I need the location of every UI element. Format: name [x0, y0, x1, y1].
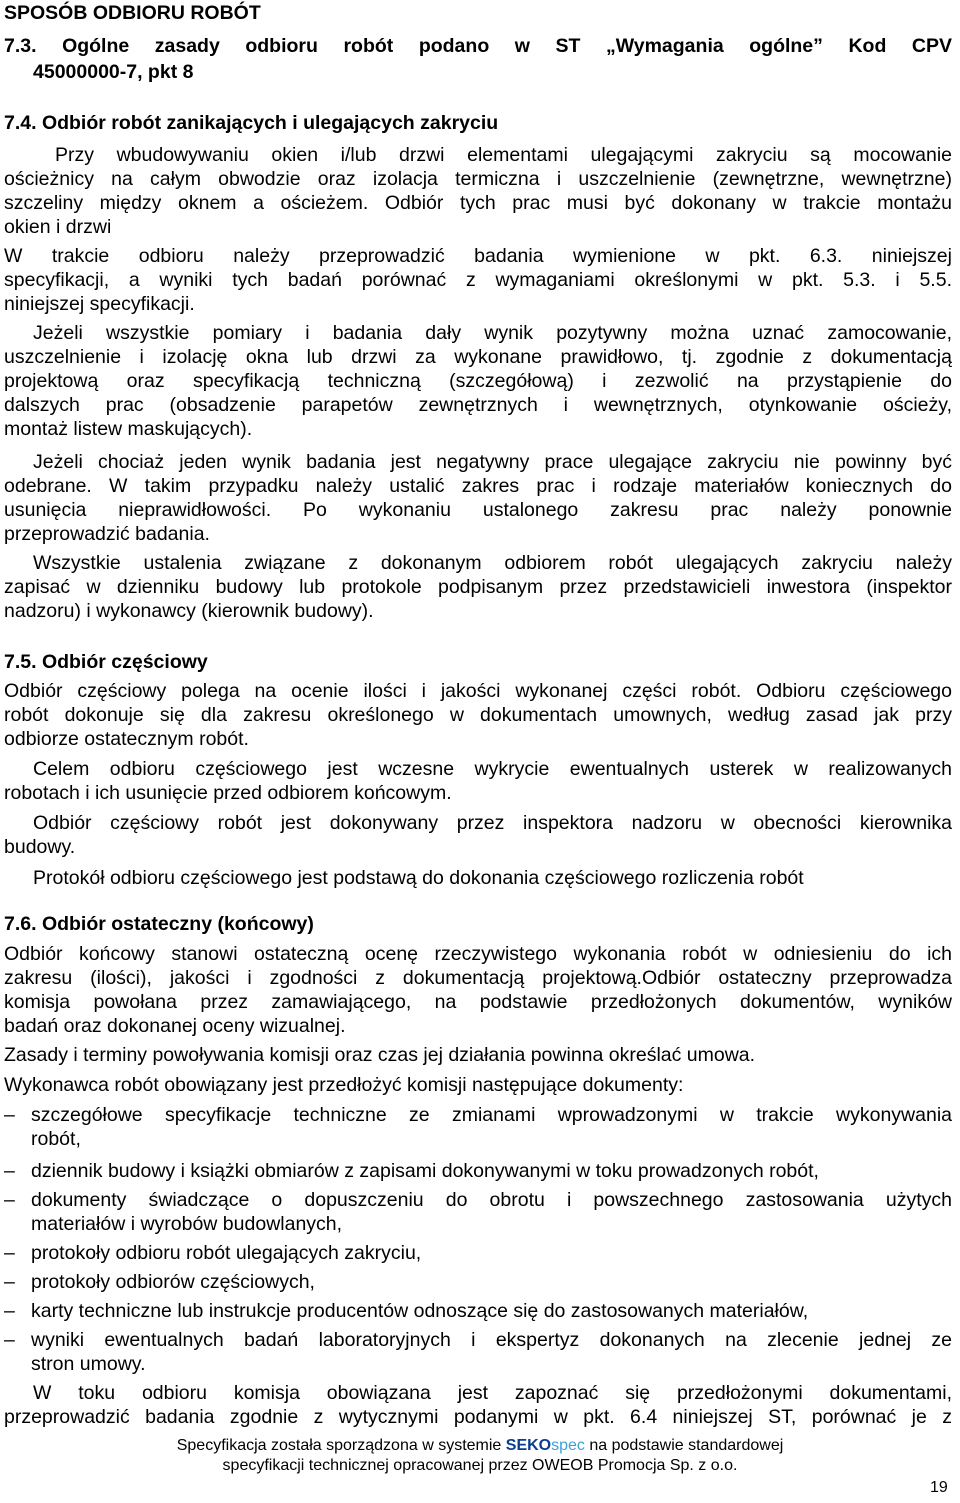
paragraph-line: zakresu (ilości), jakości i zgodności z dokumentacją projektową.Odbiór ostateczny przeprowadza — [4, 967, 952, 989]
section-7-3-line2: 45000000-7, pkt 8 — [33, 61, 194, 83]
paragraph-line: usunięcia nieprawidłowości. Po wykonaniu ustalonego zakresu prac należy ponownie — [4, 499, 952, 521]
list-item: szczegółowe specyfikacje techniczne ze zmianami wprowadzonymi w trakcie wykonywania — [31, 1104, 952, 1126]
list-item: dokumenty świadczące o dopuszczeniu do obrotu i powszechnego zastosowania użytych — [31, 1189, 952, 1211]
section-7-6-title: 7.6. Odbiór ostateczny (końcowy) — [4, 913, 314, 935]
footer-line1 — [0, 1436, 960, 1456]
list-dash: – — [4, 1329, 15, 1351]
paragraph-line: odebrane. W takim przypadku należy ustalić zakres prac i rodzaje materiałów koniecznych do — [4, 475, 952, 497]
paragraph-line: Jeżeli wszystkie pomiary i badania dały wynik pozytywny można uznać zamocowanie, — [33, 322, 952, 344]
list-item-cont: robót, — [31, 1128, 81, 1150]
paragraph-line: uszczelnienie i izolację okna lub drzwi za wykonane prawidłowo, tj. zgodnie z dokumentacją — [4, 346, 952, 368]
list-item-cont: stron umowy. — [31, 1353, 146, 1375]
paragraph-line: specyfikacji, a wyniki tych badań porównać z wymaganiami określonymi w pkt. 5.3. i 5.5. — [4, 269, 952, 291]
paragraph-line: Protokół odbioru częściowego jest podstawą do dokonania częściowego rozliczenia robót — [33, 867, 804, 889]
paragraph-line: przeprowadzić badania. — [4, 523, 210, 545]
paragraph-line: Odbiór końcowy stanowi ostateczną ocenę rzeczywistego wykonania robót w odniesieniu do ich — [4, 943, 952, 965]
list-item: protokoły odbioru robót ulegających zakryciu, — [31, 1242, 422, 1264]
sekospec-logo: SEKOspec — [505, 1437, 585, 1454]
paragraph-line: szczeliny między oknem a ościeżem. Odbiór tych prac musi być dokonany w trakcie montażu — [4, 192, 952, 214]
paragraph-line: dalszych prac (obsadzenie parapetów zewnętrznych i wewnętrznych, otynkowanie ościeży, — [4, 394, 952, 416]
paragraph-line: Zasady i terminy powoływania komisji oraz czas jej działania powinna określać umowa. — [4, 1044, 756, 1066]
paragraph-line: ościeżnicy na całym obwodzie oraz izolacja termiczna i uszczelnienie (zewnętrzne, wewnętrzne) — [4, 168, 952, 190]
paragraph-line: okien i drzwi — [4, 216, 112, 238]
paragraph-line: Jeżeli chociaż jeden wynik badania jest negatywny prace ulegające zakryciu nie powinny być — [33, 451, 952, 473]
list-item-cont: materiałów i wyrobów budowlanych, — [31, 1213, 343, 1235]
paragraph-line: budowy. — [4, 836, 76, 858]
list-dash: – — [4, 1189, 15, 1211]
paragraph-line: nadzoru) i wykonawcy (kierownik budowy). — [4, 600, 374, 622]
list-item: karty techniczne lub instrukcje producentów odnoszące się do zastosowanych materiałów, — [31, 1300, 809, 1322]
paragraph-line: robót dokonuje się dla zakresu określonego w dokumentach umownych, według zasad jak przy — [4, 704, 952, 726]
paragraph-line: odbiorze ostatecznym robót. — [4, 728, 249, 750]
section-7-3-line1: 7.3. Ogólne zasady odbioru robót podano w ST „Wymagania ogólne” Kod CPV — [4, 35, 952, 57]
list-dash: – — [4, 1104, 15, 1126]
paragraph-line: W trakcie odbioru należy przeprowadzić badania wymienione w pkt. 6.3. niniejszej — [4, 245, 952, 267]
paragraph-line: komisja powołana przez zamawiającego, na podstawie przedłożonych dokumentów, wyników — [4, 991, 952, 1013]
paragraph-line: badań oraz dokonanej oceny wizualnej. — [4, 1015, 346, 1037]
paragraph-line: niniejszej specyfikacji. — [4, 293, 195, 315]
paragraph-line: W toku odbioru komisja obowiązana jest zapoznać się przedłożonymi dokumentami, — [33, 1382, 952, 1404]
paragraph-line: projektową oraz specyfikacją techniczną (szczegółową) i zezwolić na przystąpienie do — [4, 370, 952, 392]
footer-text: na podstawie standardowej — [589, 1437, 784, 1454]
paragraph-line: montaż listew maskujących). — [4, 418, 253, 440]
paragraph-line: Odbiór częściowy polega na ocenie ilości i jakości wykonanej części robót. Odbioru częściowego — [4, 680, 952, 702]
paragraph-line: przeprowadzić badania zgodnie z wytycznymi podanymi w pkt. 6.4 niniejszej ST, porównać je z — [4, 1406, 952, 1428]
footer-text: Specyfikacja została sporządzona w systemie — [176, 1437, 502, 1454]
paragraph-line: robotach i ich usunięcie przed odbiorem końcowym. — [4, 782, 452, 804]
chapter-heading: SPOSÓB ODBIORU ROBÓT — [4, 2, 261, 24]
paragraph-line: Wykonawca robót obowiązany jest przedłożyć komisji następujące dokumenty: — [4, 1074, 684, 1096]
paragraph-line: zapisać w dzienniku budowy lub protokole podpisanym przez przedstawicieli inwestora (inspektor — [4, 576, 952, 598]
list-item: wyniki ewentualnych badań laboratoryjnych i ekspertyz dokonanych na zlecenie jednej ze — [31, 1329, 952, 1351]
section-7-5-title: 7.5. Odbiór częściowy — [4, 651, 208, 673]
paragraph-line: Celem odbioru częściowego jest wczesne wykrycie ewentualnych usterek w realizowanych — [33, 758, 952, 780]
list-dash: – — [4, 1242, 15, 1264]
list-dash: – — [4, 1160, 15, 1182]
list-dash: – — [4, 1271, 15, 1293]
paragraph-line: Wszystkie ustalenia związane z dokonanym odbiorem robót ulegających zakryciu należy — [33, 552, 952, 574]
list-dash: – — [4, 1300, 15, 1322]
section-7-4-title: 7.4. Odbiór robót zanikających i ulegających zakryciu — [4, 112, 499, 134]
paragraph-line: Przy wbudowywaniu okien i/lub drzwi elementami ulegającymi zakryciu są mocowanie — [55, 144, 952, 166]
page-number: 19 — [930, 1479, 948, 1496]
paragraph-line: Odbiór częściowy robót jest dokonywany przez inspektora nadzoru w obecności kierownika — [33, 812, 952, 834]
list-item: protokoły odbiorów częściowych, — [31, 1271, 315, 1293]
footer-line2: specyfikacji technicznej opracowanej przez OWEOB Promocja Sp. z o.o. — [222, 1457, 738, 1474]
list-item: dziennik budowy i książki obmiarów z zapisami dokonywanymi w toku prowadzonych robót, — [31, 1160, 819, 1182]
